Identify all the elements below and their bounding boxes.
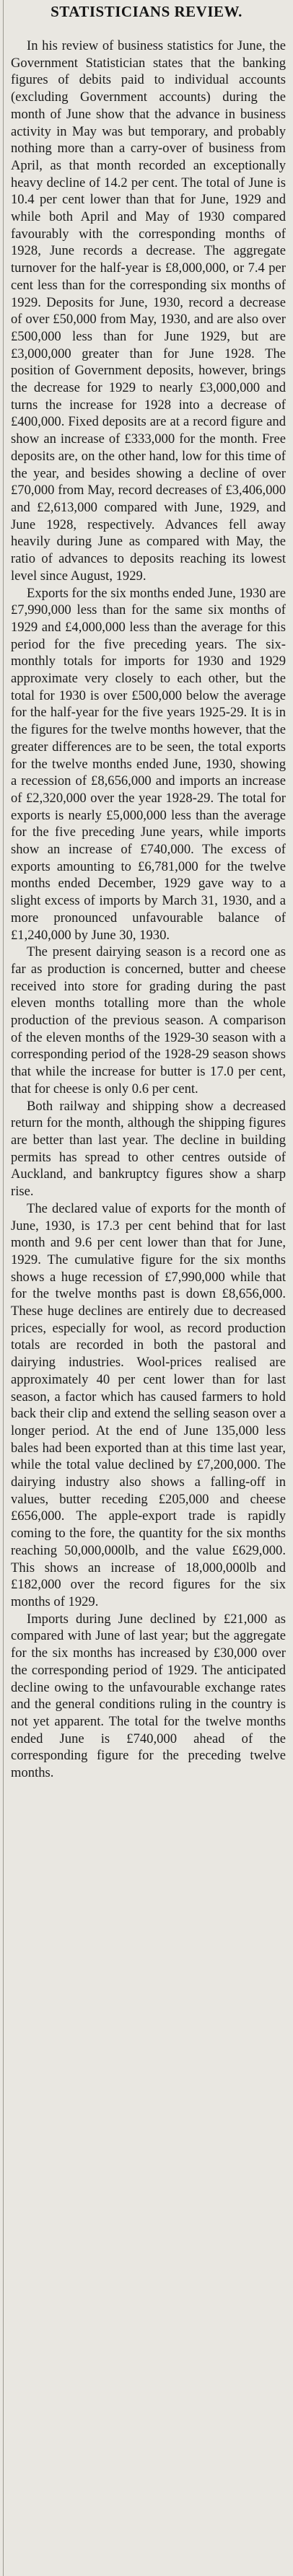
- article-headline: STATISTICIANS REVIEW.: [51, 3, 242, 20]
- article-paragraph: Imports during June declined by £21,000 as compared with June of last year; but the aggregate for the six months has increased by £30,000 over the corresponding period of 1929. The anticipated decline owing to the unfavourable exchange rates and the general conditions ruling in the country is not yet apparent. The total for the twelve months ended June is £740,000 ahead of the corresponding figure for the preceding twelve months.: [11, 1611, 286, 1781]
- article-paragraph: Both railway and shipping show a decreased return for the month, although the shipping figures are better than last year. The decline in building permits has spread to other centres outside of Auckland, and bankruptcy figures show a sharp rise.: [11, 1098, 286, 1200]
- article-paragraph: Exports for the six months ended June, 1930 are £7,990,000 less than for the same six months of 1929 and £4,000,000 less than the average for this period for the five preceding years. The six-monthly totals for imports for 1930 and 1929 approximate very closely to each other, but the total for 1930 is over £500,000 below the average for the half-year for the five years 1925-29. It is in the figures for the twelve months however, that the greater differences are to be seen, the total exports for the twelve months ended June, 1930, showing a recession of £8,656,000 and imports an increase of £2,320,000 over the year 1928-29. The total for exports is nearly £5,000,000 less than the average for the five preceding June years, while imports show an increase of £740,000. The excess of exports amounting to £6,781,000 for the twelve months ended December, 1929 gave way to a slight excess of imports by March 31, 1930, and a more pronounced unfavourable balance of £1,240,000 by June 30, 1930.: [11, 585, 286, 943]
- article-paragraph: The declared value of exports for the month of June, 1930, is 17.3 per cent behind that for last month and 9.6 per cent lower than that for June, 1929. The cumulative figure for the six months shows a huge recession of £7,990,000 while that for the twelve months past is down £8,656,000. These huge declines are entirely due to decreased prices, especially for wool, as record production totals are recorded in both the pastoral and dairying industries. Wool-prices realised are approximately 40 per cent lower than for last season, a factor which has caused farmers to hold back their clip and extend the selling season over a longer period. At the end of June 135,000 less bales had been exported than at this time last year, while the total value declined by £7,200,000. The dairying industry also shows a falling-off in values, butter receding £205,000 and cheese £656,000. The apple-export trade is rapidly coming to the fore, the quantity for the six months reaching 50,000,000lb, and the value £629,000. This shows an increase of 18,000,000lb and £182,000 over the record figures for the six months of 1929.: [11, 1200, 286, 1609]
- article-body: [11, 38, 286, 1782]
- article-paragraph: In his review of business statistics for June, the Government Statistician states that the banking figures of debits paid to individual accounts (excluding Government accounts) during the month of June show that the advance in business activity in May was but temporary, and probably nothing more than a carry-over of business from April, as that month recorded an exceptionally heavy decline of 14.2 per cent. The total of June is 10.4 per cent lower than that for June, 1929 and while both April and May of 1930 compared favourably with the corresponding months of 1928, June records a decrease. The aggregate turnover for the half-year is £8,000,000, or 7.4 per cent less than for the corresponding six months of 1929. Deposits for June, 1930, record a decrease of over £50,000 from May, 1930, and are also over £500,000 less than for June 1929, but are £3,000,000 greater than for June 1928. The position of Government deposits, however, brings the decrease for 1929 to nearly £3,000,000 and turns the increase for 1928 into a decrease of £400,000. Fixed deposits are at a record figure and show an increase of £333,000 for the month. Free deposits are, on the other hand, low for this time of the year, and besides showing a decline of over £70,000 from May, record decreases of £3,406,000 and £2,613,000 compared with June, 1929, and June 1928, respectively. Advances fell away heavily during June as compared with May, the ratio of advances to deposits reaching its lowest level since August, 1929.: [11, 38, 286, 584]
- column-rule: [3, 0, 4, 2576]
- article-paragraph: The present dairying season is a record one as far as production is concerned, butter and cheese received into store for grading during the past eleven months totalling more than the whole production of the previous season. A comparison of the eleven months of the 1929-30 season with a corresponding period of the 1928-29 season shows that while the increase for butter is 17.0 per cent, that for cheese is only 0.6 per cent.: [11, 944, 286, 1096]
